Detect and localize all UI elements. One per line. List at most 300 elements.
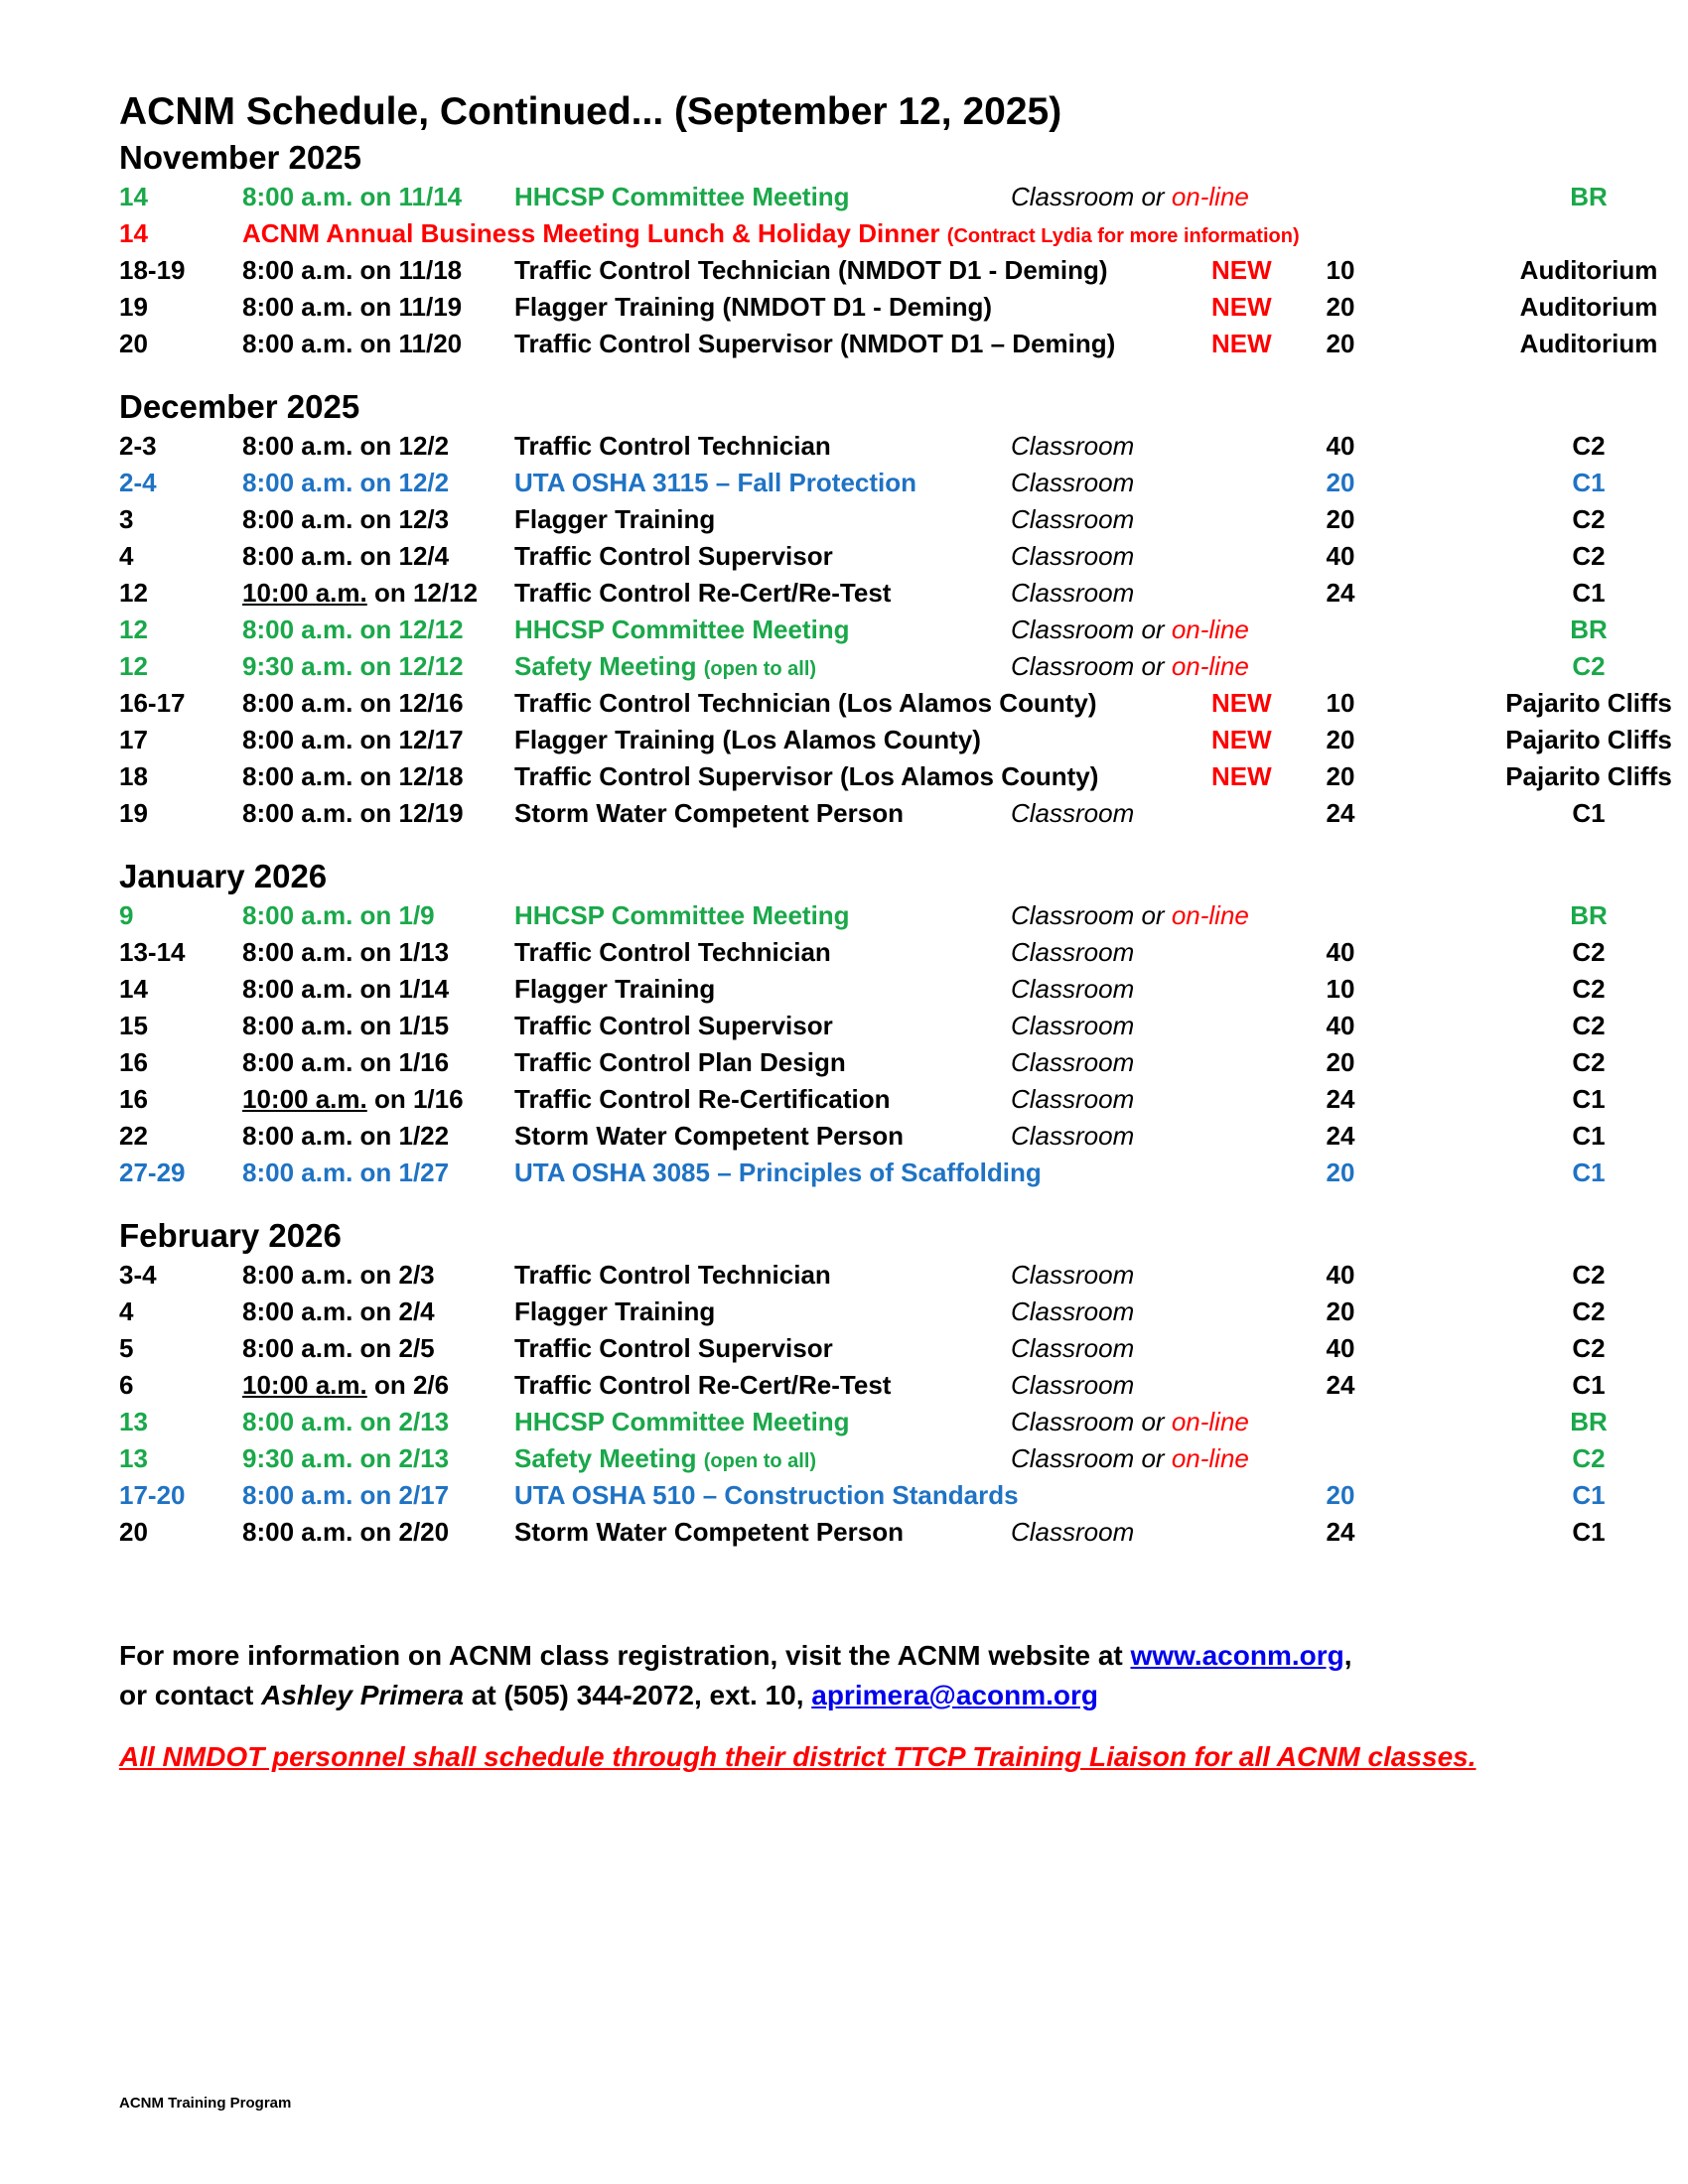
row-date: 5 (119, 1333, 134, 1363)
row-type-text: Classroom or (1011, 614, 1165, 644)
row-room: Auditorium (1519, 255, 1658, 285)
new-badge: NEW (1211, 688, 1272, 718)
page-title: ACNM Schedule, Continued... (September 12, 2025) (119, 90, 1062, 133)
row-title-text: UTA OSHA 3115 – Fall Protection (514, 468, 917, 497)
schedule-row (119, 1330, 1609, 1367)
schedule-row (119, 758, 1672, 795)
row-location-type (1011, 1294, 1134, 1330)
row-room: Pajarito Cliffs (1505, 761, 1672, 791)
schedule-row (119, 1257, 1609, 1294)
row-title (514, 685, 1097, 722)
row-type-text: Classroom (1011, 504, 1135, 534)
row-title-text: Traffic Control Technician (514, 1260, 831, 1290)
row-date: 12 (119, 614, 148, 644)
schedule-row (119, 428, 1609, 465)
row-title (514, 179, 850, 215)
schedule-row (119, 897, 1609, 934)
online-option: on-line (1171, 614, 1249, 644)
schedule-row (119, 501, 1609, 538)
row-location-type (1011, 934, 1134, 971)
row-title (514, 1257, 831, 1294)
website-link[interactable]: www.aconm.org (1130, 1640, 1344, 1671)
row-type-text: Classroom or (1011, 651, 1165, 681)
row-hours: 24 (1326, 798, 1355, 828)
row-title (514, 465, 916, 501)
schedule-row (119, 685, 1672, 722)
row-hours: 24 (1326, 1370, 1355, 1400)
row-room: C1 (1572, 1480, 1606, 1510)
online-option: on-line (1171, 182, 1249, 211)
row-time-rest: on 2/6 (366, 1370, 450, 1400)
schedule-row (119, 1367, 1609, 1404)
row-time-underlined: 10:00 a.m. (242, 1370, 367, 1400)
row-title-text: Traffic Control Technician (Los Alamos County) (514, 688, 1097, 718)
schedule-row (119, 1155, 1609, 1191)
row-hours: 20 (1326, 292, 1355, 322)
info-line1-prefix: For more information on ACNM class registration, visit the ACNM website at (119, 1640, 1131, 1671)
row-title-text: Traffic Control Plan Design (514, 1047, 846, 1077)
schedule-sections (119, 137, 1672, 1551)
row-time: 8:00 a.m. on 11/14 (242, 182, 463, 211)
row-title-text: Traffic Control Supervisor (514, 1333, 833, 1363)
row-type-text: Classroom (1011, 974, 1135, 1004)
row-time (242, 575, 478, 612)
row-time: 8:00 a.m. on 12/19 (242, 798, 464, 828)
row-room: Pajarito Cliffs (1505, 725, 1672, 754)
row-date: 13-14 (119, 937, 186, 967)
row-time: 8:00 a.m. on 11/18 (242, 255, 463, 285)
row-room: C2 (1572, 541, 1606, 571)
row-location-type (1011, 538, 1134, 575)
row-room: BR (1570, 614, 1608, 644)
row-time: 9:30 a.m. on 12/12 (242, 651, 464, 681)
row-date: 14 (119, 218, 148, 248)
row-title (514, 1367, 891, 1404)
row-date: 3 (119, 504, 134, 534)
row-title-text: Flagger Training (Los Alamos County) (514, 725, 981, 754)
row-date: 12 (119, 578, 148, 608)
row-room: C2 (1572, 651, 1606, 681)
row-date: 13 (119, 1407, 148, 1436)
row-room: C1 (1572, 1158, 1606, 1187)
row-type-text: Classroom or (1011, 1407, 1165, 1436)
row-location-type (1011, 1330, 1134, 1367)
row-location-type (1011, 501, 1134, 538)
row-date: 6 (119, 1370, 134, 1400)
row-hours: 20 (1326, 504, 1355, 534)
month-heading: December 2025 (119, 388, 360, 425)
row-date: 18-19 (119, 255, 186, 285)
row-type-text: Classroom (1011, 541, 1135, 571)
schedule-row (119, 648, 1609, 685)
row-type-text: Classroom (1011, 1370, 1135, 1400)
new-badge: NEW (1211, 329, 1272, 358)
schedule-row (119, 1044, 1609, 1081)
row-type-text: Classroom (1011, 798, 1135, 828)
row-title-text: Traffic Control Re-Certification (514, 1084, 891, 1114)
row-title-text: HHCSP Committee Meeting (514, 614, 850, 644)
row-time: 8:00 a.m. on 12/12 (242, 614, 464, 644)
row-hours: 10 (1326, 255, 1355, 285)
row-location-type (1011, 648, 1249, 685)
row-room: C2 (1572, 1011, 1606, 1040)
row-time: 8:00 a.m. on 1/15 (242, 1011, 450, 1040)
row-room: C2 (1572, 974, 1606, 1004)
new-badge: NEW (1211, 725, 1272, 754)
row-location-type (1011, 795, 1134, 832)
row-title (514, 1330, 833, 1367)
schedule-row (119, 326, 1658, 362)
special-title-text: ACNM Annual Business Meeting Lunch & Holiday Dinner (242, 218, 940, 248)
row-time: 8:00 a.m. on 11/20 (242, 329, 463, 358)
row-time-underlined: 10:00 a.m. (242, 578, 367, 608)
row-title-text: Traffic Control Re-Cert/Re-Test (514, 1370, 892, 1400)
row-room: C1 (1572, 798, 1606, 828)
row-title-text: Traffic Control Supervisor (NMDOT D1 – Deming) (514, 329, 1116, 358)
row-title-text: Traffic Control Supervisor (514, 541, 833, 571)
row-time: 8:00 a.m. on 2/20 (242, 1517, 450, 1547)
row-date: 20 (119, 1517, 148, 1547)
row-time (242, 1081, 464, 1118)
row-hours: 24 (1326, 1084, 1355, 1114)
row-time: 8:00 a.m. on 1/9 (242, 900, 435, 930)
row-location-type (1011, 1440, 1249, 1477)
row-title (514, 1404, 850, 1440)
row-date: 13 (119, 1443, 148, 1473)
row-hours: 20 (1326, 1297, 1355, 1326)
row-hours: 40 (1326, 1011, 1355, 1040)
row-room: C2 (1572, 1260, 1606, 1290)
online-option: on-line (1171, 1443, 1249, 1473)
row-room: C1 (1572, 468, 1606, 497)
row-time: 8:00 a.m. on 12/18 (242, 761, 464, 791)
row-time: 8:00 a.m. on 1/27 (242, 1158, 450, 1187)
schedule-row (119, 934, 1609, 971)
row-date: 4 (119, 541, 134, 571)
row-time: 9:30 a.m. on 2/13 (242, 1443, 450, 1473)
row-date: 22 (119, 1121, 148, 1151)
row-title-text: HHCSP Committee Meeting (514, 1407, 850, 1436)
row-type-text: Classroom (1011, 1260, 1135, 1290)
row-type-text: Classroom or (1011, 1443, 1165, 1473)
schedule-row (119, 465, 1609, 501)
row-title (514, 538, 833, 575)
new-badge: NEW (1211, 255, 1272, 285)
registration-info (119, 1636, 1609, 1715)
row-date: 17-20 (119, 1480, 186, 1510)
row-time: 8:00 a.m. on 11/19 (242, 292, 463, 322)
row-room: C2 (1572, 1297, 1606, 1326)
schedule-row (119, 612, 1609, 648)
row-date: 15 (119, 1011, 148, 1040)
row-hours: 40 (1326, 1260, 1355, 1290)
row-title (514, 1514, 904, 1551)
row-location-type (1011, 897, 1249, 934)
row-location-type (1011, 1257, 1134, 1294)
row-room: Pajarito Cliffs (1505, 688, 1672, 718)
info-line2-prefix: or contact (119, 1680, 262, 1710)
row-date: 9 (119, 900, 134, 930)
row-time-rest: on 1/16 (366, 1084, 464, 1114)
row-type-text: Classroom (1011, 578, 1135, 608)
row-type-text: Classroom or (1011, 182, 1165, 211)
row-date: 19 (119, 798, 148, 828)
row-title-text: HHCSP Committee Meeting (514, 182, 850, 211)
row-hours: 20 (1326, 329, 1355, 358)
month-section (119, 386, 1672, 832)
row-location-type (1011, 971, 1134, 1008)
row-hours: 24 (1326, 1121, 1355, 1151)
row-title (514, 501, 715, 538)
row-type-text: Classroom (1011, 1047, 1135, 1077)
row-type-text: Classroom (1011, 1517, 1135, 1547)
row-special-title (242, 215, 1300, 255)
row-title (514, 612, 850, 648)
row-hours: 40 (1326, 431, 1355, 461)
row-location-type (1011, 179, 1249, 215)
row-title (514, 1118, 904, 1155)
special-note: (Contract Lydia for more information) (946, 225, 1300, 247)
month-heading: January 2026 (119, 858, 328, 894)
schedule-row (119, 1118, 1609, 1155)
row-location-type (1011, 465, 1134, 501)
row-title-text: Storm Water Competent Person (514, 1121, 904, 1151)
schedule-row (119, 538, 1609, 575)
schedule-page (119, 87, 1672, 1773)
nmdot-notice: All NMDOT personnel shall schedule through their district TTCP Training Liaison for all ACNM classes. (119, 1741, 1477, 1772)
row-room: C2 (1572, 1443, 1606, 1473)
schedule-row (119, 252, 1658, 289)
row-date: 2-4 (119, 468, 157, 497)
schedule-row (119, 215, 1609, 252)
row-location-type (1011, 1081, 1134, 1118)
footer-text: ACNM Training Program (119, 2095, 292, 2112)
email-link[interactable]: aprimera@aconm.org (811, 1680, 1098, 1710)
schedule-row (119, 1081, 1609, 1118)
row-time: 8:00 a.m. on 12/3 (242, 504, 450, 534)
row-hours: 40 (1326, 1333, 1355, 1363)
row-date: 16-17 (119, 688, 186, 718)
row-title-text: Traffic Control Technician (514, 431, 831, 461)
row-title (514, 575, 891, 612)
row-room: C1 (1572, 578, 1606, 608)
month-section (119, 137, 1658, 362)
schedule-row (119, 722, 1672, 758)
row-title (514, 934, 831, 971)
row-time: 8:00 a.m. on 2/5 (242, 1333, 435, 1363)
new-badge: NEW (1211, 761, 1272, 791)
row-date: 14 (119, 182, 148, 211)
row-title-text: HHCSP Committee Meeting (514, 900, 850, 930)
schedule-row (119, 1477, 1609, 1514)
row-location-type (1011, 575, 1134, 612)
online-option: on-line (1171, 1407, 1249, 1436)
month-section (119, 856, 1609, 1191)
row-title-text: Storm Water Competent Person (514, 798, 904, 828)
row-title-text: Storm Water Competent Person (514, 1517, 904, 1547)
row-title (514, 428, 831, 465)
row-time: 8:00 a.m. on 1/14 (242, 974, 450, 1004)
row-location-type (1011, 1118, 1134, 1155)
row-room: C2 (1572, 504, 1606, 534)
row-hours: 20 (1326, 468, 1355, 497)
row-room: C1 (1572, 1084, 1606, 1114)
row-title-text: Safety Meeting (514, 1443, 697, 1473)
info-line1-suffix: , (1343, 1640, 1352, 1671)
row-room: C1 (1572, 1370, 1606, 1400)
row-title-text: UTA OSHA 3085 – Principles of Scaffolding (514, 1158, 1042, 1187)
row-title (514, 1155, 1042, 1191)
row-time: 8:00 a.m. on 2/17 (242, 1480, 450, 1510)
row-time: 8:00 a.m. on 12/17 (242, 725, 464, 754)
row-title (514, 1294, 715, 1330)
row-title-text: Traffic Control Technician (514, 937, 831, 967)
row-room: C1 (1572, 1121, 1606, 1151)
online-option: on-line (1171, 651, 1249, 681)
row-location-type (1011, 1404, 1249, 1440)
row-room: BR (1570, 182, 1608, 211)
row-type-text: Classroom (1011, 431, 1135, 461)
row-time: 8:00 a.m. on 12/4 (242, 541, 450, 571)
row-type-text: Classroom (1011, 1121, 1135, 1151)
row-time: 8:00 a.m. on 2/3 (242, 1260, 435, 1290)
row-date: 3-4 (119, 1260, 157, 1290)
schedule-row (119, 971, 1609, 1008)
schedule-row (119, 1294, 1609, 1330)
row-location-type (1011, 1008, 1134, 1044)
row-time (242, 1367, 449, 1404)
row-hours: 20 (1326, 1158, 1355, 1187)
row-title-text: Traffic Control Re-Cert/Re-Test (514, 578, 892, 608)
row-date: 16 (119, 1047, 148, 1077)
row-date: 27-29 (119, 1158, 186, 1187)
schedule-row (119, 795, 1609, 832)
row-location-type (1011, 428, 1134, 465)
schedule-row (119, 1440, 1609, 1477)
row-time: 8:00 a.m. on 2/13 (242, 1407, 450, 1436)
row-room: C1 (1572, 1517, 1606, 1547)
row-date: 14 (119, 974, 148, 1004)
row-hours: 40 (1326, 541, 1355, 571)
row-title (514, 1440, 816, 1480)
row-time: 8:00 a.m. on 12/16 (242, 688, 464, 718)
info-line2-mid: at (505) 344-2072, ext. 10, (464, 1680, 812, 1710)
row-type-text: Classroom (1011, 1084, 1135, 1114)
row-title-text: Flagger Training (514, 974, 716, 1004)
month-section (119, 1215, 1609, 1551)
schedule-row (119, 1008, 1609, 1044)
row-title (514, 252, 1108, 289)
row-time: 8:00 a.m. on 1/22 (242, 1121, 450, 1151)
schedule-row (119, 1404, 1609, 1440)
row-title-text: Flagger Training (514, 1297, 716, 1326)
row-title (514, 326, 1115, 362)
row-hours: 20 (1326, 761, 1355, 791)
row-hours: 24 (1326, 578, 1355, 608)
row-room: BR (1570, 900, 1608, 930)
row-time-rest: on 12/12 (366, 578, 479, 608)
row-room: C2 (1572, 431, 1606, 461)
row-date: 20 (119, 329, 148, 358)
row-hours: 40 (1326, 937, 1355, 967)
row-hours: 10 (1326, 688, 1355, 718)
row-room: BR (1570, 1407, 1608, 1436)
row-title (514, 1477, 1019, 1514)
row-title-text: UTA OSHA 510 – Construction Standards (514, 1480, 1019, 1510)
row-date: 2-3 (119, 431, 157, 461)
row-title-text: Traffic Control Technician (NMDOT D1 - Deming) (514, 255, 1108, 285)
row-date: 4 (119, 1297, 134, 1326)
row-location-type (1011, 1044, 1134, 1081)
row-title-text: Flagger Training (514, 504, 716, 534)
open-to-all-note: (open to all) (703, 1450, 817, 1472)
row-type-text: Classroom (1011, 468, 1135, 497)
row-location-type (1011, 1367, 1134, 1404)
row-time: 8:00 a.m. on 12/2 (242, 468, 450, 497)
month-heading: November 2025 (119, 139, 361, 176)
row-room: Auditorium (1519, 292, 1658, 322)
row-title (514, 897, 850, 934)
row-time: 8:00 a.m. on 2/4 (242, 1297, 435, 1326)
row-time: 8:00 a.m. on 1/16 (242, 1047, 450, 1077)
row-time: 8:00 a.m. on 12/2 (242, 431, 450, 461)
row-date: 12 (119, 651, 148, 681)
row-location-type (1011, 612, 1249, 648)
schedule-row (119, 1514, 1609, 1551)
contact-name: Ashley Primera (261, 1680, 465, 1710)
row-title (514, 971, 715, 1008)
row-title (514, 758, 1098, 795)
row-title-text: Traffic Control Supervisor (514, 1011, 833, 1040)
row-time: 8:00 a.m. on 1/13 (242, 937, 450, 967)
row-time-underlined: 10:00 a.m. (242, 1084, 367, 1114)
row-title-text: Traffic Control Supervisor (Los Alamos County) (514, 761, 1099, 791)
row-date: 17 (119, 725, 148, 754)
row-hours: 20 (1326, 1480, 1355, 1510)
schedule-row (119, 289, 1658, 326)
schedule-row (119, 179, 1609, 215)
online-option: on-line (1171, 900, 1249, 930)
row-title (514, 289, 992, 326)
row-title-text: Flagger Training (NMDOT D1 - Deming) (514, 292, 993, 322)
row-type-text: Classroom (1011, 1333, 1135, 1363)
row-date: 18 (119, 761, 148, 791)
row-hours: 20 (1326, 1047, 1355, 1077)
row-location-type (1011, 1514, 1134, 1551)
schedule-row (119, 575, 1609, 612)
row-date: 16 (119, 1084, 148, 1114)
month-heading: February 2026 (119, 1217, 342, 1254)
row-type-text: Classroom (1011, 937, 1135, 967)
row-date: 19 (119, 292, 148, 322)
row-title (514, 1081, 890, 1118)
row-title (514, 648, 816, 688)
row-hours: 24 (1326, 1517, 1355, 1547)
row-hours: 10 (1326, 974, 1355, 1004)
row-title-text: Safety Meeting (514, 651, 697, 681)
row-type-text: Classroom (1011, 1297, 1135, 1326)
row-hours: 20 (1326, 725, 1355, 754)
row-room: C2 (1572, 1333, 1606, 1363)
row-room: C2 (1572, 937, 1606, 967)
row-room: Auditorium (1519, 329, 1658, 358)
new-badge: NEW (1211, 292, 1272, 322)
row-title (514, 1008, 833, 1044)
row-room: C2 (1572, 1047, 1606, 1077)
row-title (514, 1044, 846, 1081)
row-title (514, 722, 981, 758)
row-type-text: Classroom (1011, 1011, 1135, 1040)
